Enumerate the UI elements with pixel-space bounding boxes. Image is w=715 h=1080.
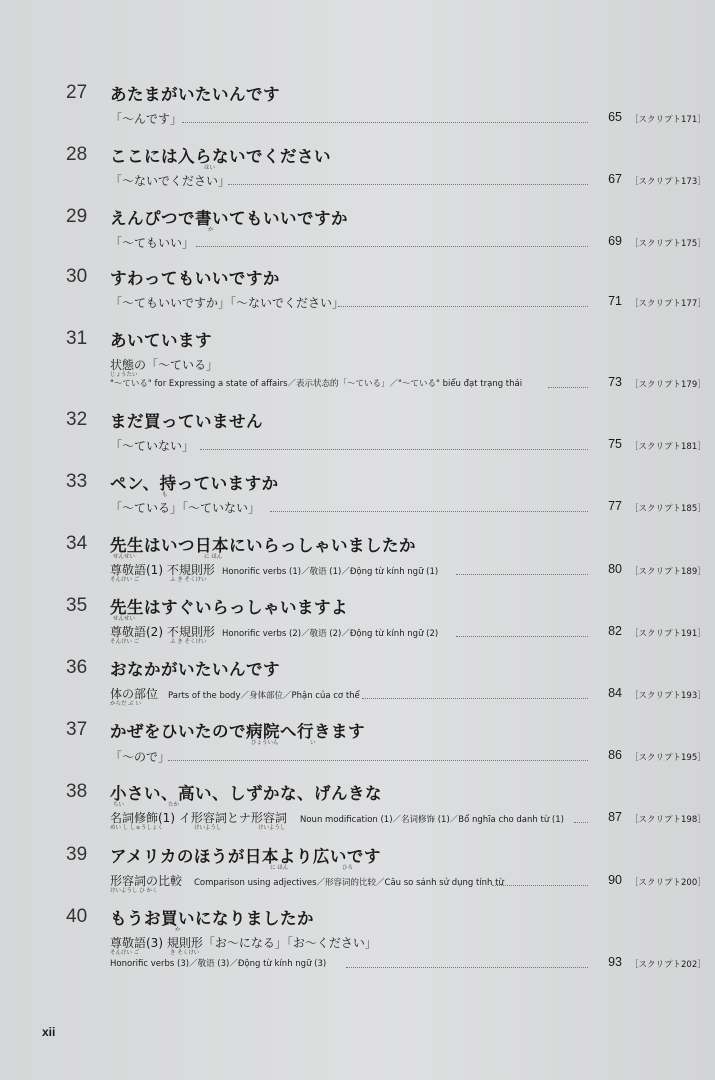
furigana: たか	[168, 802, 180, 808]
page-number: 84	[608, 686, 622, 700]
entry-translation: Honorific verbs (1)／敬语 (1)／Động từ kính ngữ (1)	[222, 567, 439, 577]
furigana: びょういん	[251, 740, 279, 746]
entry-number: 34	[66, 533, 88, 554]
entry-number: 30	[66, 266, 88, 287]
entry-subtitle: 「〜ので」	[110, 750, 171, 764]
entry-number: 36	[66, 657, 88, 678]
leader-dots	[228, 184, 588, 185]
entry-subtitle: 状態の「〜ている」	[110, 358, 219, 372]
entry-number: 29	[66, 206, 88, 227]
entry-subtitle: 「〜てもいい」	[110, 236, 195, 250]
entry-subtitle: 名詞修飾(1) イ形容詞とナ形容詞	[110, 811, 287, 825]
entry-title: 先生はいつ日本にいらっしゃいましたか	[110, 536, 416, 555]
entry-title: もうお買いになりましたか	[110, 909, 314, 928]
entry-number: 33	[66, 471, 88, 492]
entry-title: おなかがいたいんです	[110, 660, 280, 679]
entry-translation: Honorific verbs (3)／敬语 (3)／Động từ kính ngữ (3)	[110, 959, 327, 969]
script-ref: ［スクリプト177］	[630, 299, 706, 309]
entry-title: かぜをひいたので病院へ行きます	[110, 722, 365, 741]
page-number: 71	[608, 294, 622, 308]
furigana: はい	[204, 165, 216, 171]
entry-subtitle: 尊敬語(3) 規則形「お〜になる」「お〜ください」	[110, 936, 377, 950]
script-ref: ［スクリプト198］	[630, 815, 706, 825]
leader-dots	[456, 636, 588, 637]
furigana: か	[208, 227, 214, 233]
script-ref: ［スクリプト181］	[630, 442, 706, 452]
entry-title: アメリカのほうが日本より広いです	[110, 847, 381, 866]
furigana: い	[310, 740, 316, 746]
furigana: か	[175, 927, 181, 933]
furigana: ひろ	[342, 865, 354, 871]
entry-number: 40	[66, 906, 88, 927]
furigana: き そくけい	[170, 950, 200, 956]
leader-dots	[270, 511, 588, 512]
leader-dots	[168, 760, 588, 761]
leader-dots	[182, 122, 588, 123]
page-number: 80	[608, 562, 622, 576]
entry-subtitle: 「〜てもいいですか」「〜ないでください」	[110, 296, 345, 310]
page-folio: xii	[42, 1025, 56, 1039]
leader-dots	[456, 574, 588, 575]
furigana: けいようし ひ かく	[110, 888, 158, 894]
page-number: 73	[608, 375, 622, 389]
furigana: も	[162, 492, 168, 498]
script-ref: ［スクリプト191］	[630, 629, 706, 639]
furigana: ふ き そくけい	[170, 577, 207, 583]
entry-number: 31	[66, 328, 88, 349]
script-ref: ［スクリプト200］	[630, 878, 706, 888]
entry-subtitle: 体の部位	[110, 687, 159, 701]
entry-title: 小さい、高い、しずかな、げんきな	[110, 784, 382, 803]
furigana: ちい	[113, 802, 125, 808]
entry-number: 39	[66, 844, 88, 865]
entry-translation: Honorific verbs (2)／敬语 (2)／Động từ kính ngữ (2)	[222, 629, 439, 639]
leader-dots	[574, 822, 588, 823]
script-ref: ［スクリプト195］	[630, 753, 706, 763]
furigana: せんせい	[113, 554, 136, 560]
leader-dots	[200, 449, 588, 450]
furigana: けいようし	[194, 825, 222, 831]
entry-title: ここには入らないでください	[110, 147, 331, 166]
page-number: 75	[608, 437, 622, 451]
leader-dots	[492, 885, 588, 886]
entry-translation: Parts of the body／身体部位／Phận của cơ thể	[168, 691, 360, 701]
entry-title: えんぴつで書いてもいいですか	[110, 209, 348, 228]
entry-number: 28	[66, 144, 88, 165]
entry-subtitle: 尊敬語(1) 不規則形	[110, 563, 215, 577]
entry-number: 38	[66, 781, 88, 802]
entry-subtitle: 「〜ていない」	[110, 439, 195, 453]
page-number: 67	[608, 172, 622, 186]
page-number: 82	[608, 624, 622, 638]
entry-subtitle: 「〜ている」「〜ていない」	[110, 501, 261, 515]
script-ref: ［スクリプト202］	[630, 960, 706, 970]
entry-number: 32	[66, 409, 88, 430]
entry-translation: Noun modification (1)／名词修饰 (1)／Bổ nghĩa cho danh từ (1)	[300, 815, 564, 825]
page-number: 65	[608, 110, 622, 124]
script-ref: ［スクリプト185］	[630, 504, 706, 514]
furigana: せんせい	[113, 616, 136, 622]
furigana: けいようし	[258, 825, 286, 831]
furigana: からだ ぶ い	[110, 701, 141, 707]
leader-dots	[196, 246, 588, 247]
furigana: に ほん	[270, 865, 289, 871]
script-ref: ［スクリプト175］	[630, 239, 706, 249]
leader-dots	[548, 387, 588, 388]
furigana: ふ き そくけい	[170, 639, 207, 645]
leader-dots	[362, 698, 588, 699]
page-number: 87	[608, 810, 622, 824]
entry-title: 先生はすぐいらっしゃいますよ	[110, 598, 348, 617]
furigana: に ほん	[204, 554, 223, 560]
page-number: 93	[608, 955, 622, 969]
script-ref: ［スクリプト173］	[630, 177, 706, 187]
entry-title: あいています	[110, 331, 212, 350]
entry-translation: "〜ている" for Expressing a state of affairs／表示状态的「〜ている」／"〜ている" biểu đạt trạng thái	[110, 379, 523, 389]
furigana: じょうたい	[110, 372, 138, 378]
entry-number: 37	[66, 719, 88, 740]
furigana: そんけい ご	[110, 950, 140, 956]
entry-number: 35	[66, 595, 88, 616]
furigana: そんけい ご	[110, 639, 140, 645]
entry-subtitle: 尊敬語(2) 不規則形	[110, 625, 215, 639]
leader-dots	[346, 967, 588, 968]
page-number: 90	[608, 873, 622, 887]
script-ref: ［スクリプト193］	[630, 691, 706, 701]
page-number: 77	[608, 499, 622, 513]
entry-title: あたまがいたいんです	[110, 85, 280, 104]
entry-translation: Comparison using adjectives／形容词的比较／Câu so sánh sử dụng tính từ	[194, 878, 504, 888]
page-number: 69	[608, 234, 622, 248]
entry-subtitle: 形容詞の比較	[110, 874, 183, 888]
entry-title: ペン、持っていますか	[110, 474, 279, 493]
script-ref: ［スクリプト171］	[630, 115, 706, 125]
entry-number: 27	[66, 82, 88, 103]
entry-subtitle: 「〜んです」	[110, 112, 183, 126]
furigana: そんけい ご	[110, 577, 140, 583]
page-number: 86	[608, 748, 622, 762]
script-ref: ［スクリプト179］	[630, 380, 706, 390]
leader-dots	[338, 306, 588, 307]
script-ref: ［スクリプト189］	[630, 567, 706, 577]
entry-subtitle: 「〜ないでください」	[110, 174, 231, 188]
entry-title: すわってもいいですか	[110, 269, 280, 288]
furigana: めい し しゅうしょく	[110, 825, 163, 831]
entry-title: まだ買っていません	[110, 412, 263, 431]
